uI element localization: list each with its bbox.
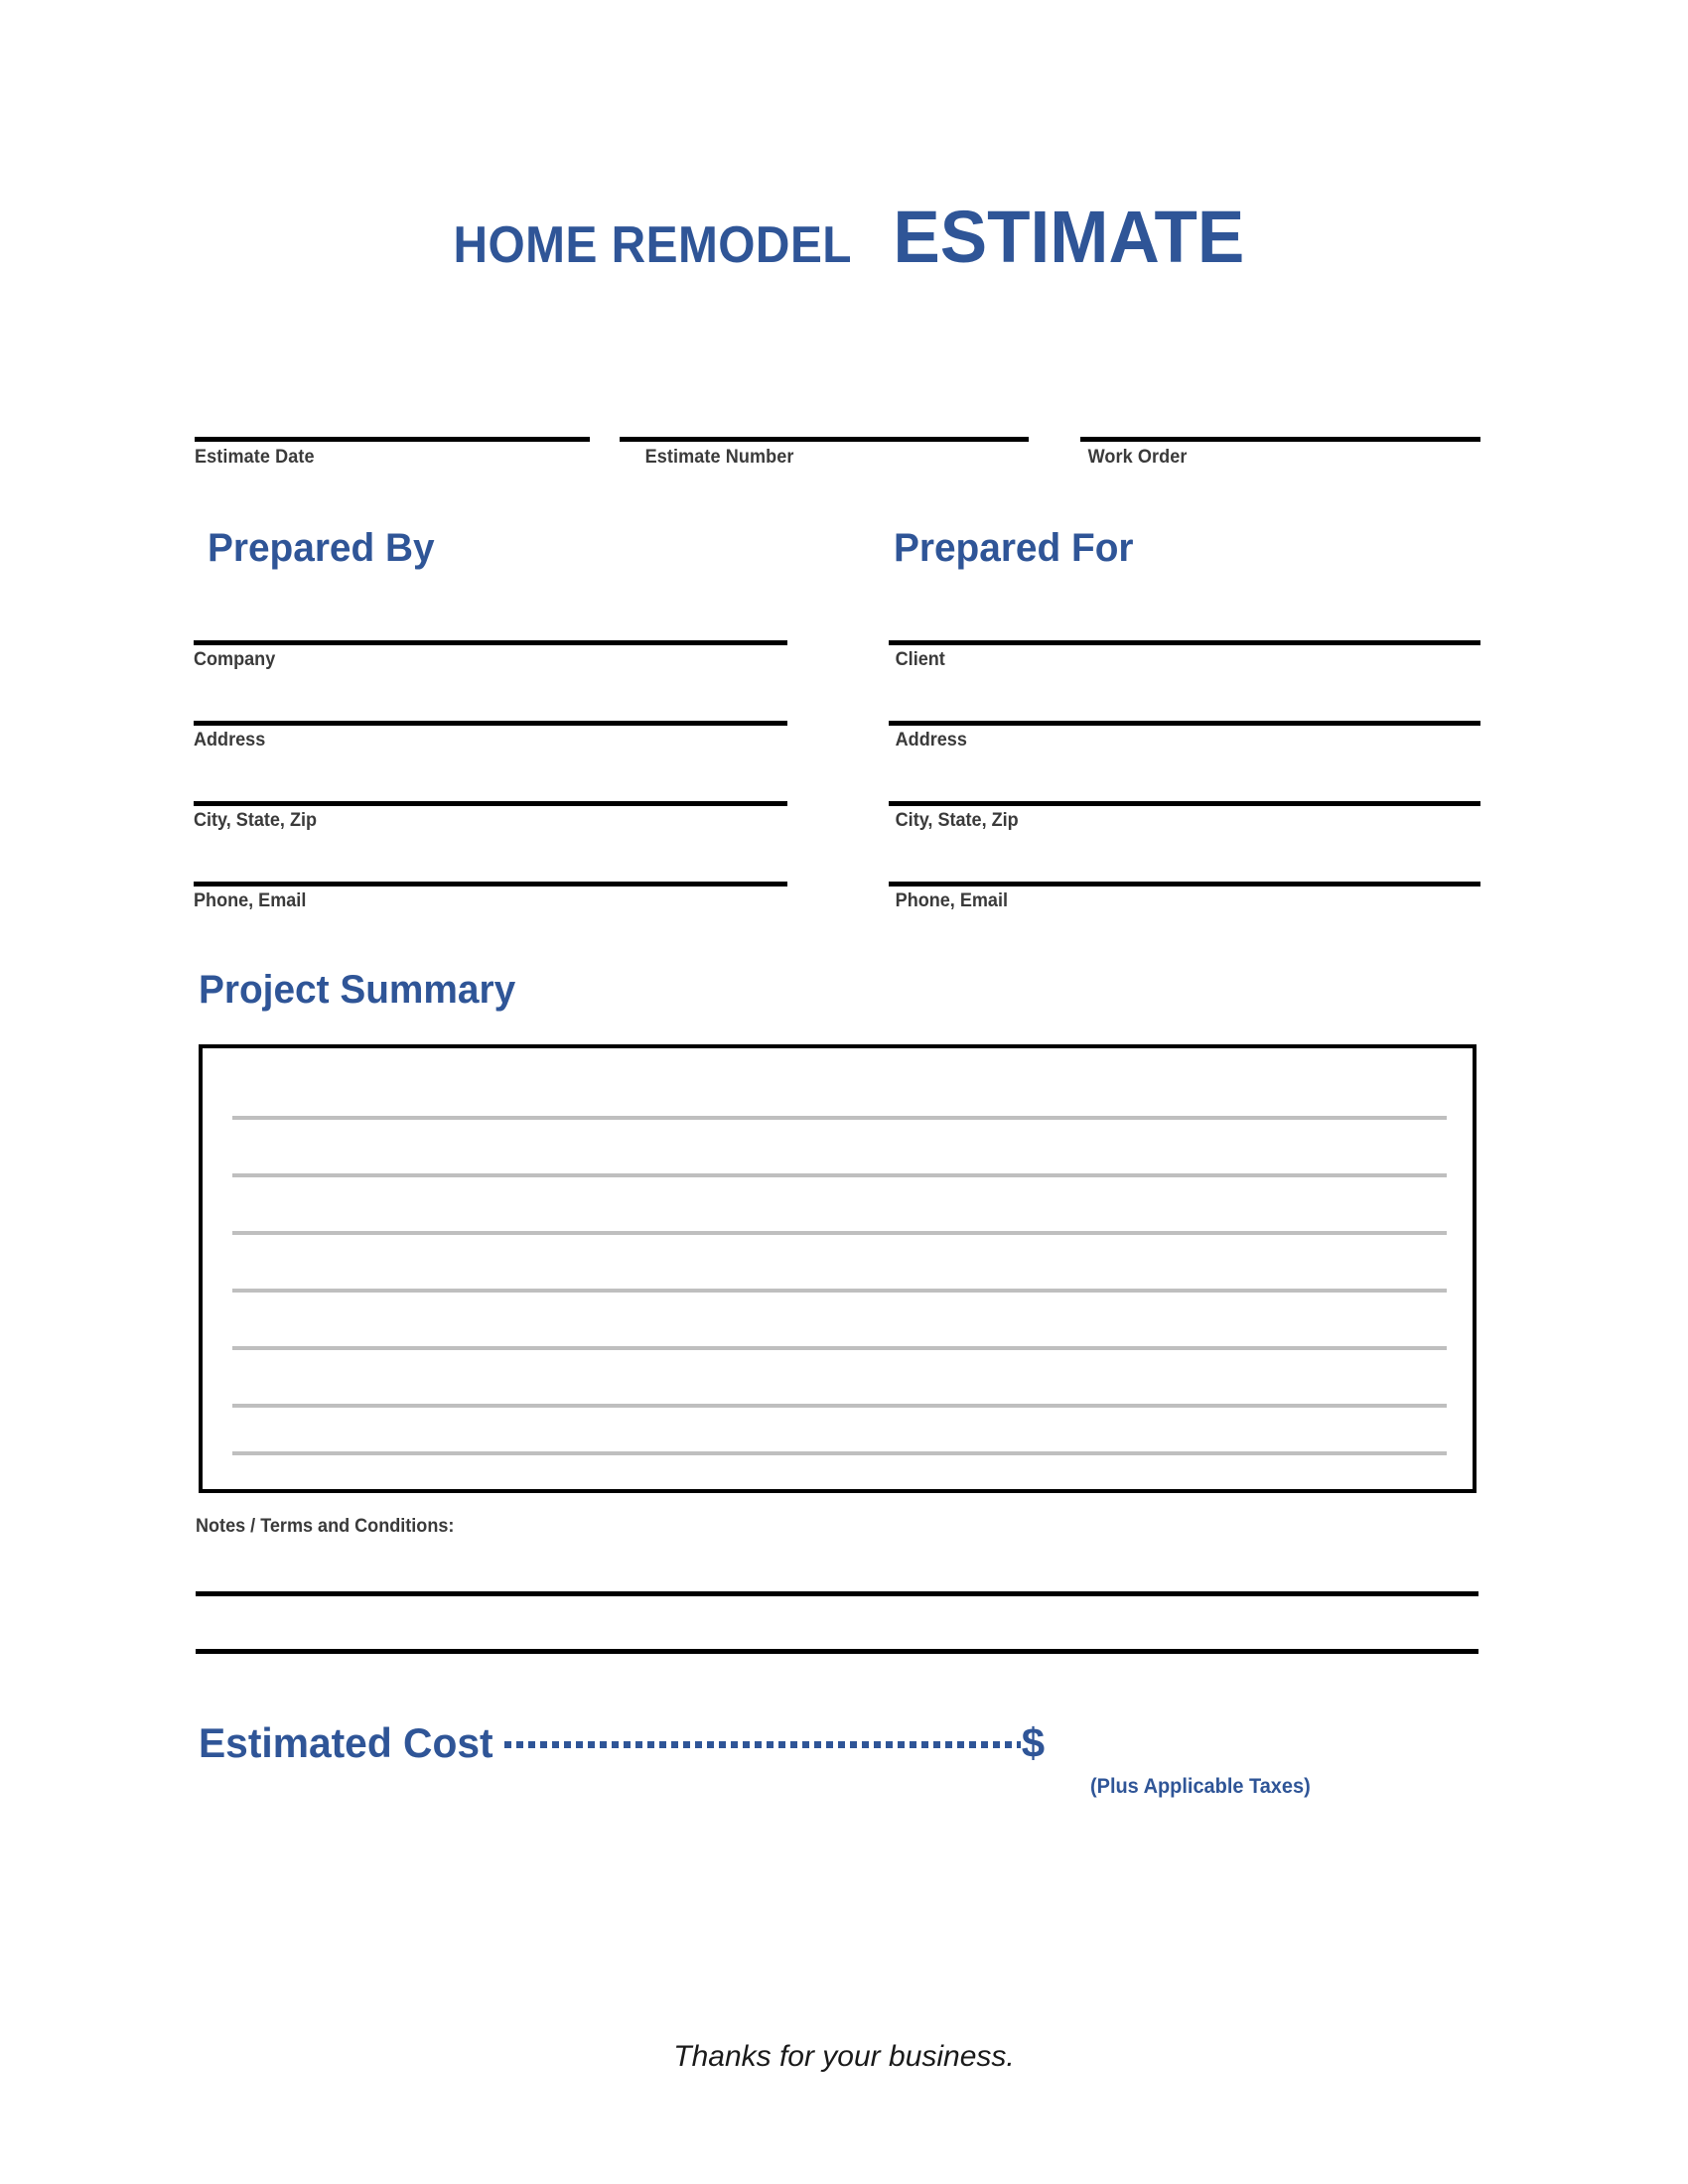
summary-rule xyxy=(232,1116,1447,1120)
summary-rule xyxy=(232,1404,1447,1408)
estimated-cost-row xyxy=(199,1715,1192,1771)
field-label: Address xyxy=(895,730,967,751)
field-rule xyxy=(889,640,1480,645)
field-rule xyxy=(194,640,787,645)
summary-rule xyxy=(232,1451,1447,1455)
prepared-by-heading: Prepared By xyxy=(208,526,435,570)
page-title-main: ESTIMATE xyxy=(893,196,1245,278)
top-fields-row xyxy=(0,437,1688,496)
field-prepared-by-city-state-zip[interactable] xyxy=(194,801,787,832)
field-label: Client xyxy=(895,649,945,670)
page-title xyxy=(0,195,1688,279)
dot-leader xyxy=(504,1715,1021,1757)
summary-rule xyxy=(232,1289,1447,1293)
field-label: Estimate Date xyxy=(195,447,315,468)
notes-write-line[interactable] xyxy=(196,1649,1478,1654)
field-rule xyxy=(195,437,590,442)
project-summary-heading: Project Summary xyxy=(199,968,516,1012)
field-rule xyxy=(889,801,1480,806)
prepared-for-heading: Prepared For xyxy=(894,526,1134,570)
field-label: Address xyxy=(194,730,266,751)
field-rule xyxy=(194,882,787,887)
field-label: Work Order xyxy=(1087,447,1188,468)
notes-write-line[interactable] xyxy=(196,1591,1478,1596)
field-rule xyxy=(194,801,787,806)
project-summary-ruled-lines xyxy=(232,1048,1447,1489)
field-rule xyxy=(1080,437,1480,442)
field-work-order[interactable] xyxy=(1080,437,1480,469)
field-label: Phone, Email xyxy=(895,890,1008,911)
footer-message: Thanks for your business. xyxy=(673,2040,1015,2073)
field-rule xyxy=(194,721,787,726)
field-label: City, State, Zip xyxy=(194,810,318,831)
notes-terms-label: Notes / Terms and Conditions: xyxy=(196,1516,455,1537)
field-prepared-for-address[interactable] xyxy=(889,721,1480,751)
plus-taxes-note: (Plus Applicable Taxes) xyxy=(1090,1775,1311,1798)
estimated-cost-label: Estimated Cost xyxy=(199,1719,493,1766)
field-prepared-for-phone-email[interactable] xyxy=(889,882,1480,912)
field-label: Company xyxy=(194,649,276,670)
page-title-prefix: HOME REMODEL xyxy=(453,216,853,274)
field-rule xyxy=(889,882,1480,887)
summary-rule xyxy=(232,1173,1447,1177)
field-prepared-by-address[interactable] xyxy=(194,721,787,751)
field-label: Estimate Number xyxy=(644,447,794,468)
field-prepared-by-phone-email[interactable] xyxy=(194,882,787,912)
currency-symbol: $ xyxy=(1021,1719,1046,1766)
field-company[interactable] xyxy=(194,640,787,671)
field-rule xyxy=(889,721,1480,726)
summary-rule xyxy=(232,1231,1447,1235)
summary-rule xyxy=(232,1346,1447,1350)
project-summary-box[interactable] xyxy=(199,1044,1477,1493)
field-estimate-number[interactable] xyxy=(620,437,1029,469)
field-label: Phone, Email xyxy=(194,890,307,911)
field-client[interactable] xyxy=(889,640,1480,671)
field-rule xyxy=(620,437,1029,442)
field-estimate-date[interactable] xyxy=(195,437,590,469)
field-prepared-for-city-state-zip[interactable] xyxy=(889,801,1480,832)
field-label: City, State, Zip xyxy=(895,810,1019,831)
